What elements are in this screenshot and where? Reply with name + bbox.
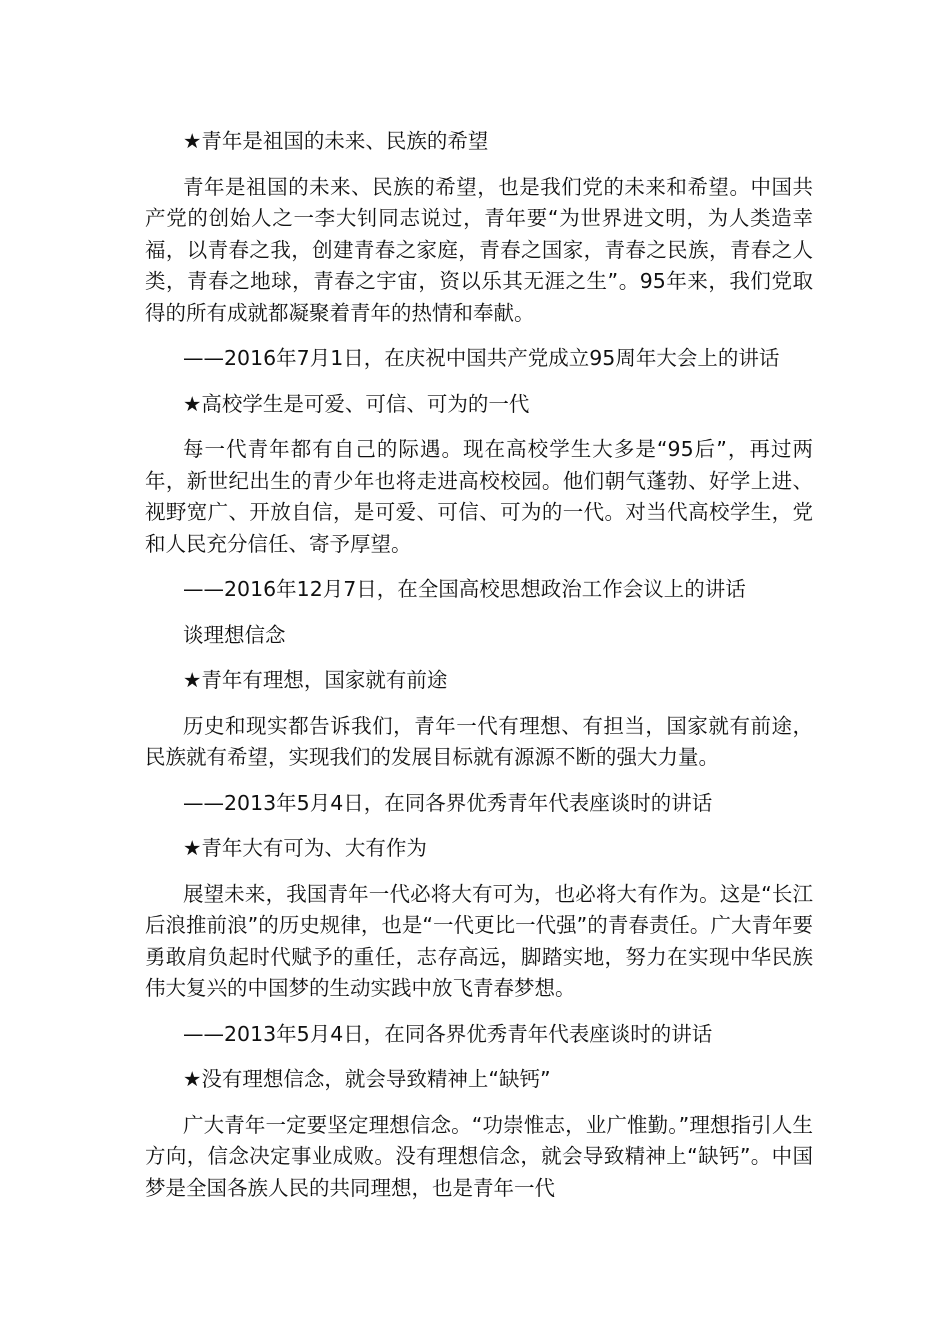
section-heading: ★青年是祖国的未来、民族的希望 [183,129,489,153]
source-citation: ——2013年5月4日，在同各界优秀青年代表座谈时的讲话 [183,790,713,815]
source-citation: ——2013年5月4日，在同各界优秀青年代表座谈时的讲话 [183,1021,713,1046]
section-heading: ★高校学生是可爱、可信、可为的一代 [183,391,530,416]
paragraph: 展望未来，我国青年一代必将大有可为，也必将大有作为。这是“长江后浪推前浪”的历史规律，也是“一代更比一代强”的青春责任。广大青年要勇敢肩负起时代赋予的重任，志存高远，脚踏实地，努力在实现中华民族伟大复兴的中国梦的生动实践中放飞青春梦想。 [145,881,813,1000]
paragraph: 广大青年一定要坚定理想信念。“功崇惟志，业广惟勤。”理想指引人生方向，信念决定事业成败。没有理想信念，就会导致精神上“缺钙”。中国梦是全国各族人民的共同理想，也是青年一代 [145,1112,813,1200]
section-heading: ★青年大有可为、大有作为 [183,836,427,860]
section-heading: ★青年有理想，国家就有前途 [183,668,448,692]
paragraph: 青年是祖国的未来、民族的希望，也是我们党的未来和希望。中国共产党的创始人之一李大钊同志说过，青年要“为世界进文明，为人类造幸福，以青春之我，创建青春之家庭，青春之国家，青春之民族，青春之人类，青春之地球，青春之宇宙，资以乐其无涯之生”。95年来，我们党取得的所有成就都凝聚着青年的热情和奉献。 [145,174,813,325]
section-heading: ★没有理想信念，就会导致精神上“缺钙” [183,1067,551,1091]
paragraph: 每一代青年都有自己的际遇。现在高校学生大多是“95后”，再过两年，新世纪出生的青少年也将走进高校校园。他们朝气蓬勃、好学上进、视野宽广、开放自信，是可爱、可信、可为的一代。对当代高校学生，党和人民充分信任、寄予厚望。 [145,437,813,556]
paragraph: 历史和现实都告诉我们，青年一代有理想、有担当，国家就有前途，民族就有希望，实现我们的发展目标就有源源不断的强大力量。 [145,713,813,769]
document-body [145,126,813,1218]
source-citation: ——2016年12月7日，在全国高校思想政治工作会议上的讲话 [183,577,746,601]
topic-heading: 谈理想信念 [183,622,286,647]
source-citation: ——2016年7月1日，在庆祝中国共产党成立95周年大会上的讲话 [183,346,780,370]
